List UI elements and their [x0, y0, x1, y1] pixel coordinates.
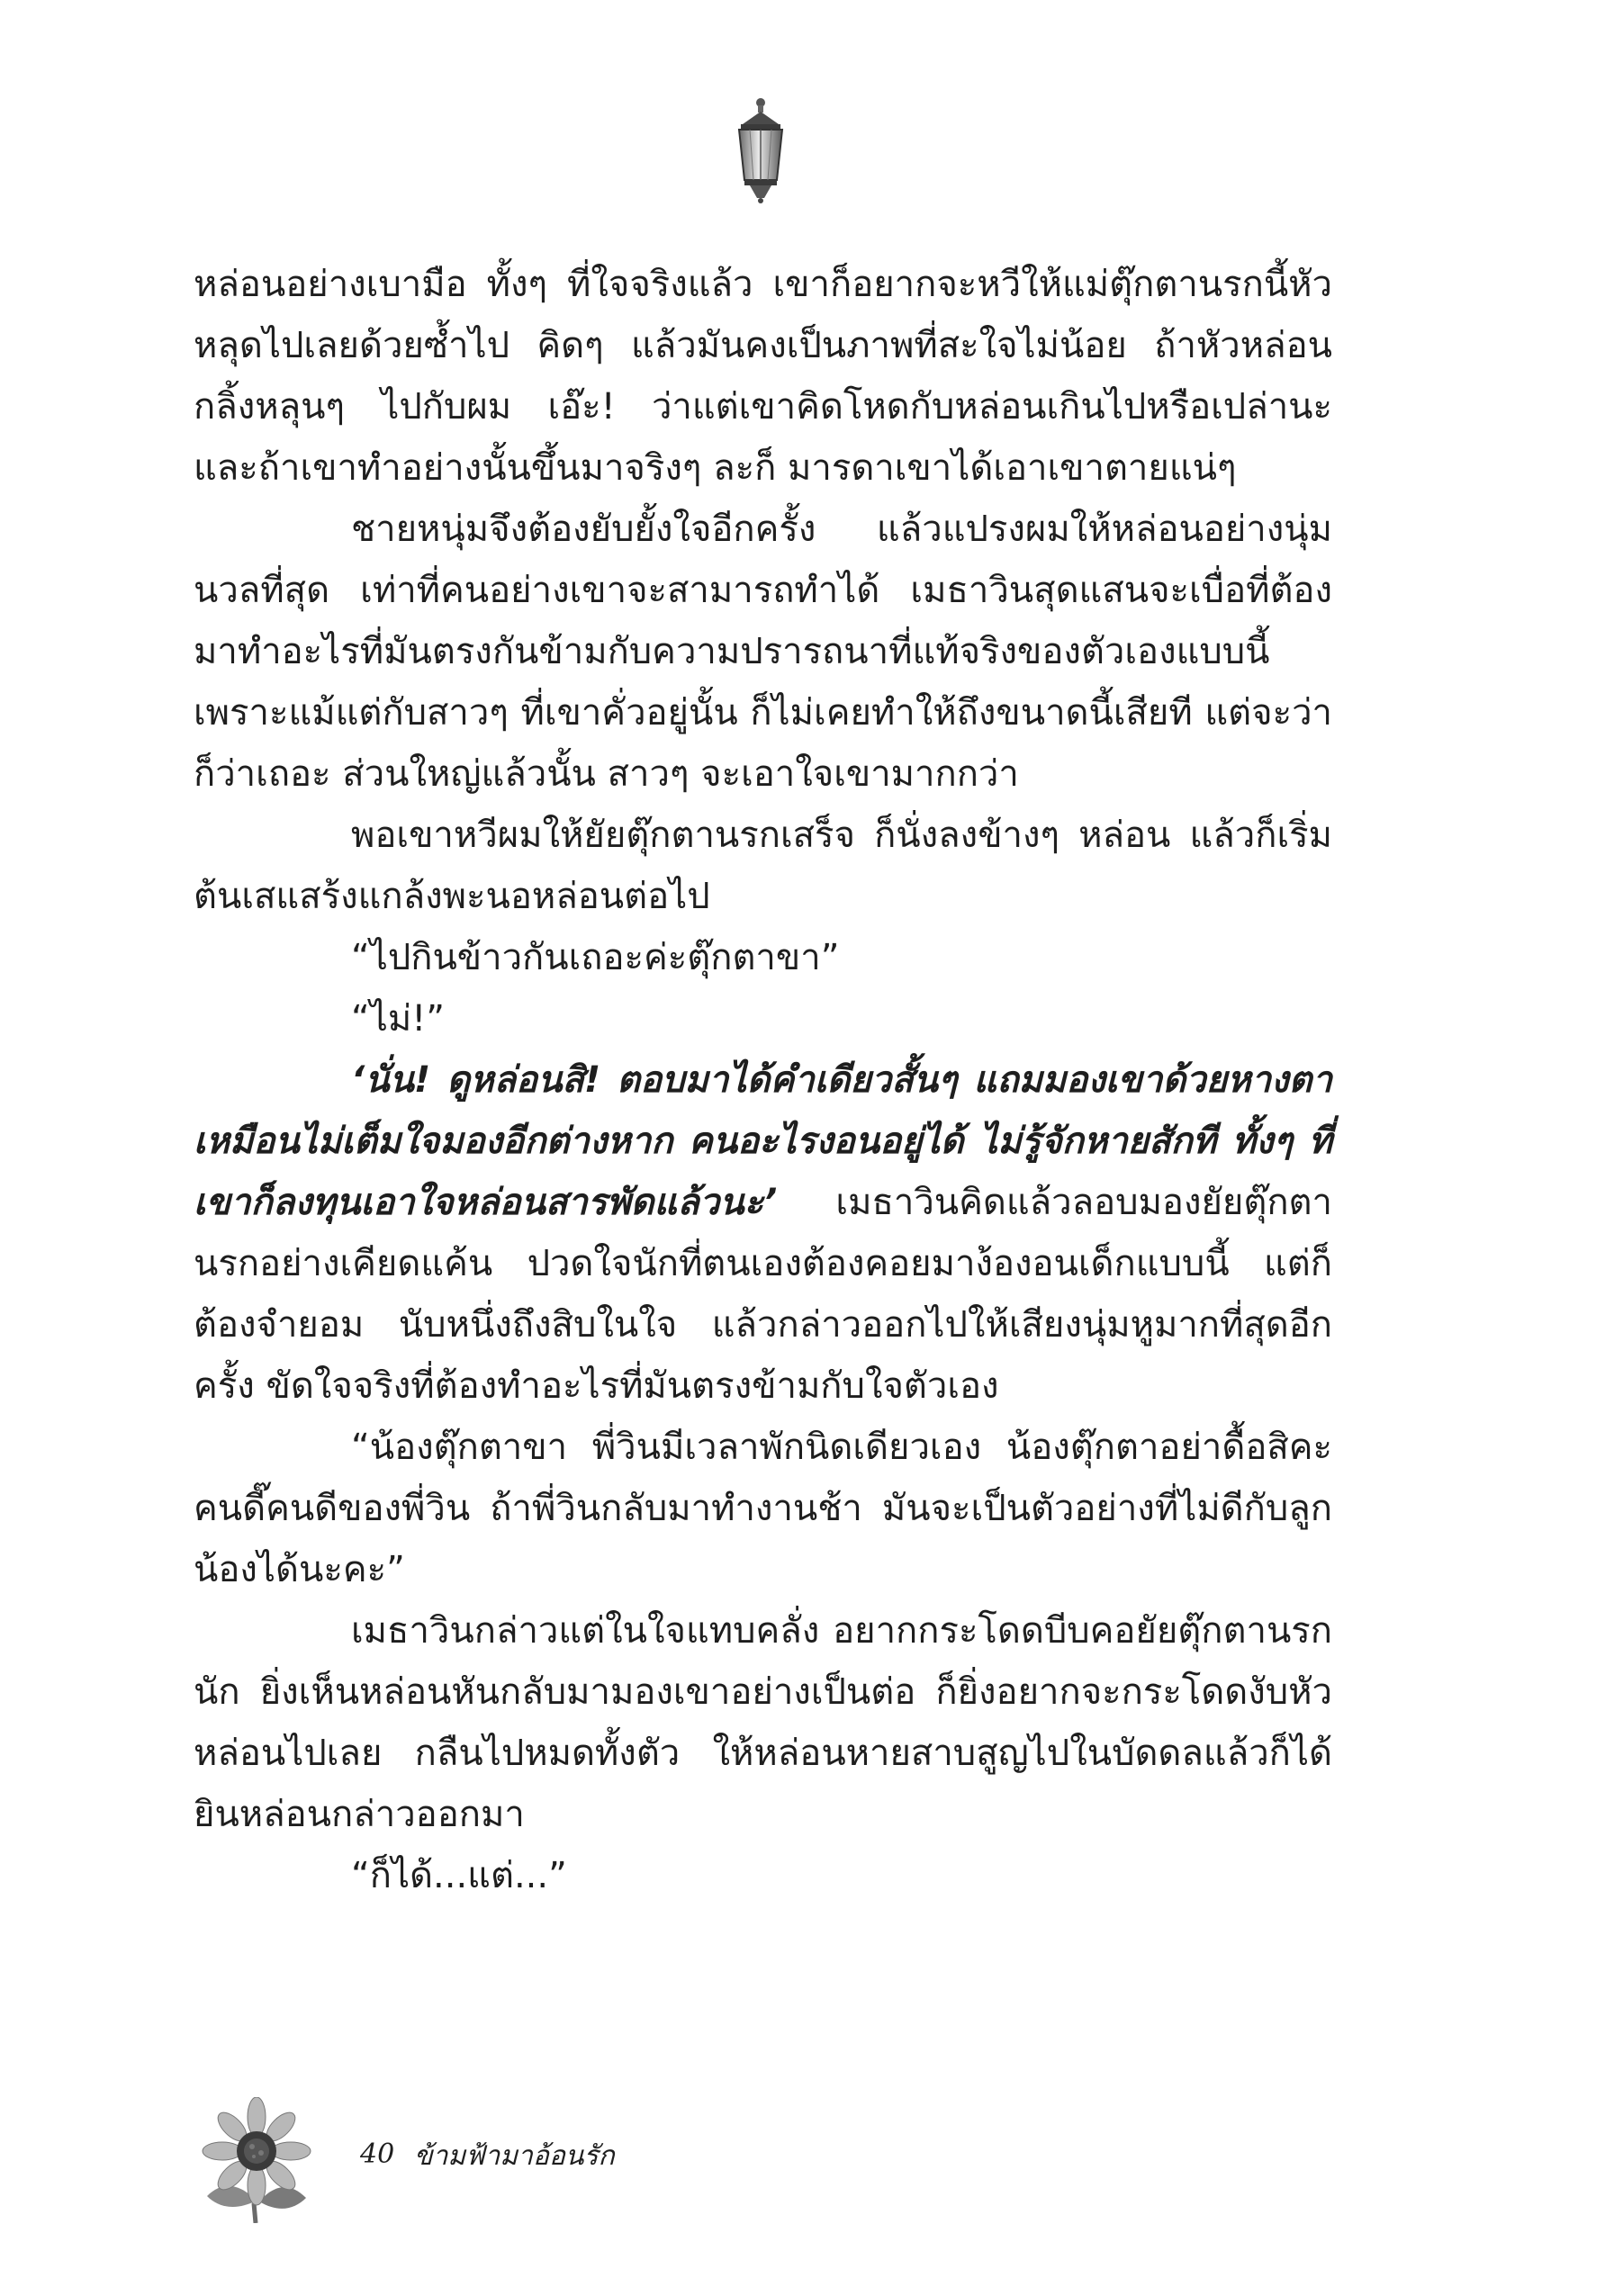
inner-thought-emphasis: ‘นั่น! ดูหล่อนสิ! ตอบมาได้คำเดียวสั้นๆ แถมมองเขาด้วยหางตาเหมือนไม่เต็มใจมองอีกต่างหาก คนอะไรงอนอยู่ได้ ไม่รู้จักหายสักที ทั้งๆ ที่เขาก็ลงทุนเอาใจหล่อนสารพัดแล้วนะ’	[194, 1059, 1332, 1223]
dialogue-line: “ก็ได้...แต่...”	[351, 1855, 567, 1896]
paragraph: เมธาวินกล่าวแต่ในใจแทบคลั่ง อยากกระโดดบีบคอยัยตุ๊กตานรกนัก ยิ่งเห็นหล่อนหันกลับมามองเขาอย่างเป็นต่อ ก็ยิ่งอยากจะกระโดดงับหัวหล่อนไปเลย กลืนไปหมดทั้งตัว ให้หล่อนหายสาบสูญไปในบัดดลแล้วก็ได้ยินหล่อนกล่าวออกมา	[194, 1610, 1332, 1835]
lantern-icon	[725, 97, 797, 205]
sunflower-icon	[189, 2097, 324, 2223]
paragraph: หล่อนอย่างเบามือ ทั้งๆ ที่ใจจริงแล้ว เขาก็อยากจะหวีให้แม่ตุ๊กตานรกนี้หัวหลุดไปเลยด้วยซ้ำไป คิดๆ แล้วมันคงเป็นภาพที่สะใจไม่น้อย ถ้าหัวหล่อนกลิ้งหลุนๆ ไปกับผม เอ๊ะ! ว่าแต่เขาคิดโหดกับหล่อนเกินไปหรือเปล่านะ และถ้าเขาทำอย่างนั้นขึ้นมาจริงๆ ละก็ มารดาเขาได้เอาเขาตายแน่ๆ	[194, 264, 1332, 489]
paragraph	[194, 1049, 1332, 1417]
page-number: 40	[360, 2138, 395, 2170]
dialogue-paragraph: “น้องตุ๊กตาขา พี่วินมีเวลาพักนิดเดียวเอง น้องตุ๊กตาอย่าดื้อสิคะ คนดี๊คนดีของพี่วิน ถ้าพี่วินกลับมาทำงานช้า มันจะเป็นตัวอย่างที่ไม่ดีกับลูกน้องได้นะคะ”	[194, 1427, 1332, 1590]
dialogue-line: “ไม่!”	[351, 998, 445, 1040]
page-footer	[189, 2097, 693, 2223]
paragraph: พอเขาหวีผมให้ยัยตุ๊กตานรกเสร็จ ก็นั่งลงข้างๆ หล่อน แล้วก็เริ่มต้นเสแสร้งแกล้งพะนอหล่อนต่อไป	[194, 815, 1332, 917]
book-title: ข้ามฟ้ามาอ้อนรัก	[414, 2140, 615, 2172]
dialogue-line: “ไปกินข้าวกันเถอะค่ะตุ๊กตาขา”	[351, 937, 840, 978]
paragraph: ชายหนุ่มจึงต้องยับยั้งใจอีกครั้ง แล้วแปรงผมให้หล่อนอย่างนุ่มนวลที่สุด เท่าที่คนอย่างเขาจะสามารถทำได้ เมธาวินสุดแสนจะเบื่อที่ต้องมาทำอะไรที่มันตรงกันข้ามกับความปรารถนาที่แท้จริงของตัวเองแบบนี้ เพราะแม้แต่กับสาวๆ ที่เขาคั่วอยู่นั้น ก็ไม่เคยทำให้ถึงขนาดนี้เสียที แต่จะว่าก็ว่าเถอะ ส่วนใหญ่แล้วนั้น สาวๆ จะเอาใจเขามากกว่า	[194, 509, 1332, 795]
paragraph-continuation: เมธาวินคิดแล้วลอบมองยัยตุ๊กตานรกอย่างเคียดแค้น ปวดใจนักที่ตนเองต้องคอยมาง้องอนเด็กแบบนี้ แต่ก็ต้องจำยอม นับหนึ่งถึงสิบในใจ แล้วกล่าวออกไปให้เสียงนุ่มหูมากที่สุดอีกครั้ง ขัดใจจริงที่ต้องทำอะไรที่มันตรงข้ามกับใจตัวเอง	[194, 1182, 1332, 1407]
main-text	[194, 254, 1332, 1906]
